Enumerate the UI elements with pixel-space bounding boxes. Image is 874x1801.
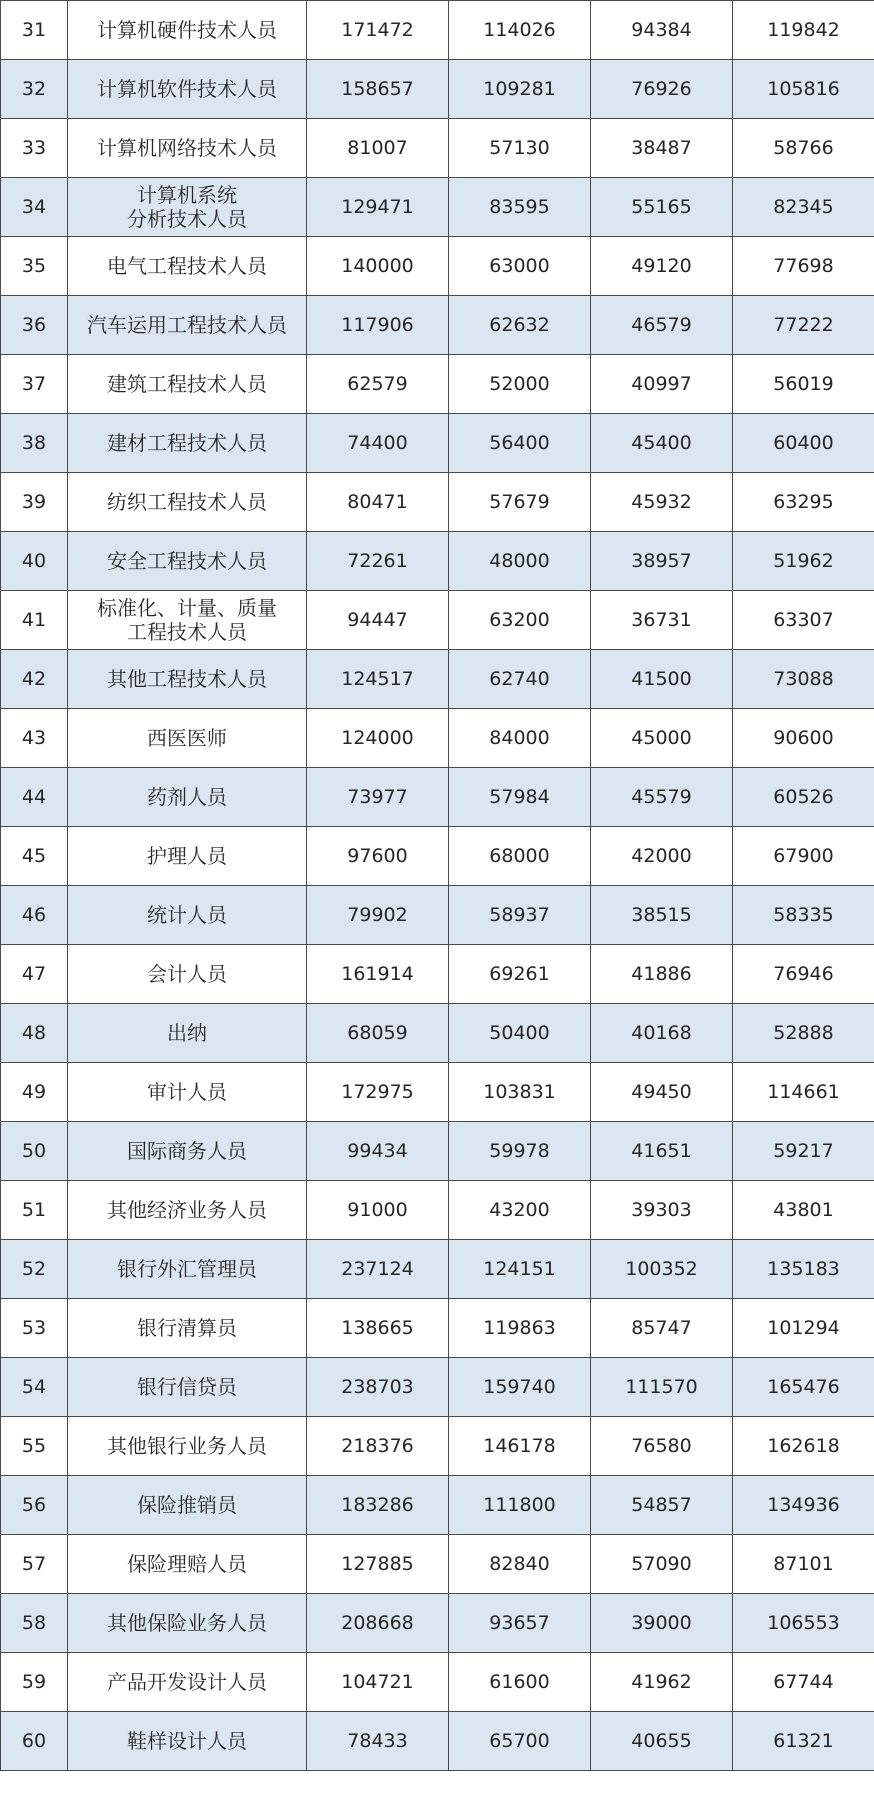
table-row [1, 886, 874, 945]
value-cell-3: 45579 [591, 768, 733, 827]
row-number-cell: 37 [1, 355, 68, 414]
occupation-name-cell: 银行清算员 [68, 1299, 307, 1358]
value-cell-4: 82345 [733, 178, 874, 237]
value-cell-3: 41962 [591, 1653, 733, 1712]
table-row [1, 709, 874, 768]
value-cell-1: 97600 [307, 827, 449, 886]
value-cell-3: 40168 [591, 1004, 733, 1063]
row-number-cell: 52 [1, 1240, 68, 1299]
value-cell-1: 140000 [307, 237, 449, 296]
occupation-name-cell: 产品开发设计人员 [68, 1653, 307, 1712]
value-cell-1: 127885 [307, 1535, 449, 1594]
table-row [1, 1653, 874, 1712]
value-cell-3: 36731 [591, 591, 733, 650]
table-row [1, 355, 874, 414]
row-number-cell: 48 [1, 1004, 68, 1063]
row-number-cell: 56 [1, 1476, 68, 1535]
table-row [1, 827, 874, 886]
value-cell-1: 171472 [307, 1, 449, 60]
row-number-cell: 41 [1, 591, 68, 650]
value-cell-1: 124000 [307, 709, 449, 768]
value-cell-2: 58937 [449, 886, 591, 945]
value-cell-3: 94384 [591, 1, 733, 60]
value-cell-1: 138665 [307, 1299, 449, 1358]
value-cell-4: 101294 [733, 1299, 874, 1358]
value-cell-3: 40997 [591, 355, 733, 414]
table-row [1, 945, 874, 1004]
value-cell-3: 46579 [591, 296, 733, 355]
occupation-name-cell: 保险理赔人员 [68, 1535, 307, 1594]
occupation-name-cell: 出纳 [68, 1004, 307, 1063]
value-cell-2: 69261 [449, 945, 591, 1004]
value-cell-1: 158657 [307, 60, 449, 119]
value-cell-2: 43200 [449, 1181, 591, 1240]
row-number-cell: 53 [1, 1299, 68, 1358]
occupation-name-cell: 统计人员 [68, 886, 307, 945]
value-cell-4: 58335 [733, 886, 874, 945]
value-cell-2: 62632 [449, 296, 591, 355]
table-row [1, 473, 874, 532]
value-cell-1: 74400 [307, 414, 449, 473]
value-cell-4: 87101 [733, 1535, 874, 1594]
value-cell-3: 85747 [591, 1299, 733, 1358]
value-cell-1: 72261 [307, 532, 449, 591]
table-row [1, 591, 874, 650]
value-cell-1: 80471 [307, 473, 449, 532]
row-number-cell: 47 [1, 945, 68, 1004]
row-number-cell: 38 [1, 414, 68, 473]
row-number-cell: 44 [1, 768, 68, 827]
value-cell-4: 134936 [733, 1476, 874, 1535]
table-row [1, 1476, 874, 1535]
table-row [1, 1122, 874, 1181]
table-row [1, 1594, 874, 1653]
occupation-name-cell: 西医医师 [68, 709, 307, 768]
value-cell-1: 208668 [307, 1594, 449, 1653]
row-number-cell: 39 [1, 473, 68, 532]
value-cell-1: 68059 [307, 1004, 449, 1063]
occupation-name-cell: 鞋样设计人员 [68, 1712, 307, 1771]
value-cell-3: 54857 [591, 1476, 733, 1535]
value-cell-4: 63295 [733, 473, 874, 532]
row-number-cell: 43 [1, 709, 68, 768]
table-row [1, 532, 874, 591]
value-cell-3: 40655 [591, 1712, 733, 1771]
table-row [1, 414, 874, 473]
value-cell-1: 172975 [307, 1063, 449, 1122]
value-cell-2: 103831 [449, 1063, 591, 1122]
value-cell-3: 45400 [591, 414, 733, 473]
value-cell-3: 42000 [591, 827, 733, 886]
table-row [1, 768, 874, 827]
value-cell-1: 79902 [307, 886, 449, 945]
value-cell-4: 63307 [733, 591, 874, 650]
value-cell-3: 76580 [591, 1417, 733, 1476]
table-row [1, 1535, 874, 1594]
occupation-name-cell: 国际商务人员 [68, 1122, 307, 1181]
table-row [1, 1181, 874, 1240]
value-cell-3: 38957 [591, 532, 733, 591]
value-cell-4: 59217 [733, 1122, 874, 1181]
row-number-cell: 57 [1, 1535, 68, 1594]
row-number-cell: 33 [1, 119, 68, 178]
row-number-cell: 46 [1, 886, 68, 945]
value-cell-3: 41651 [591, 1122, 733, 1181]
table-row [1, 178, 874, 237]
value-cell-1: 129471 [307, 178, 449, 237]
occupation-name-cell: 护理人员 [68, 827, 307, 886]
value-cell-4: 77222 [733, 296, 874, 355]
value-cell-3: 111570 [591, 1358, 733, 1417]
table-row [1, 119, 874, 178]
row-number-cell: 42 [1, 650, 68, 709]
value-cell-4: 56019 [733, 355, 874, 414]
occupation-name-cell: 建材工程技术人员 [68, 414, 307, 473]
occupation-name-cell: 银行信贷员 [68, 1358, 307, 1417]
value-cell-3: 41886 [591, 945, 733, 1004]
value-cell-4: 77698 [733, 237, 874, 296]
value-cell-2: 93657 [449, 1594, 591, 1653]
value-cell-3: 41500 [591, 650, 733, 709]
occupation-name-cell: 药剂人员 [68, 768, 307, 827]
occupation-name-cell: 其他银行业务人员 [68, 1417, 307, 1476]
value-cell-4: 165476 [733, 1358, 874, 1417]
value-cell-4: 114661 [733, 1063, 874, 1122]
value-cell-3: 49120 [591, 237, 733, 296]
value-cell-1: 94447 [307, 591, 449, 650]
value-cell-2: 57679 [449, 473, 591, 532]
table-row [1, 1358, 874, 1417]
table-row [1, 1417, 874, 1476]
table-row [1, 1240, 874, 1299]
table-row [1, 237, 874, 296]
row-number-cell: 55 [1, 1417, 68, 1476]
row-number-cell: 59 [1, 1653, 68, 1712]
value-cell-2: 159740 [449, 1358, 591, 1417]
value-cell-1: 237124 [307, 1240, 449, 1299]
value-cell-3: 100352 [591, 1240, 733, 1299]
row-number-cell: 45 [1, 827, 68, 886]
value-cell-1: 218376 [307, 1417, 449, 1476]
row-number-cell: 40 [1, 532, 68, 591]
row-number-cell: 31 [1, 1, 68, 60]
value-cell-4: 67900 [733, 827, 874, 886]
value-cell-1: 78433 [307, 1712, 449, 1771]
value-cell-1: 117906 [307, 296, 449, 355]
row-number-cell: 35 [1, 237, 68, 296]
table-row [1, 1004, 874, 1063]
value-cell-1: 91000 [307, 1181, 449, 1240]
occupation-name-cell: 银行外汇管理员 [68, 1240, 307, 1299]
occupation-name-cell: 汽车运用工程技术人员 [68, 296, 307, 355]
table-row [1, 1, 874, 60]
value-cell-2: 59978 [449, 1122, 591, 1181]
table-row [1, 1299, 874, 1358]
value-cell-2: 52000 [449, 355, 591, 414]
value-cell-2: 146178 [449, 1417, 591, 1476]
value-cell-4: 76946 [733, 945, 874, 1004]
occupation-name-cell: 计算机系统 分析技术人员 [68, 178, 307, 237]
row-number-cell: 60 [1, 1712, 68, 1771]
row-number-cell: 34 [1, 178, 68, 237]
value-cell-4: 105816 [733, 60, 874, 119]
row-number-cell: 50 [1, 1122, 68, 1181]
table-row [1, 1063, 874, 1122]
occupation-name-cell: 其他保险业务人员 [68, 1594, 307, 1653]
value-cell-4: 51962 [733, 532, 874, 591]
row-number-cell: 49 [1, 1063, 68, 1122]
value-cell-2: 119863 [449, 1299, 591, 1358]
value-cell-4: 60526 [733, 768, 874, 827]
value-cell-2: 124151 [449, 1240, 591, 1299]
value-cell-4: 61321 [733, 1712, 874, 1771]
row-number-cell: 58 [1, 1594, 68, 1653]
value-cell-2: 82840 [449, 1535, 591, 1594]
value-cell-2: 50400 [449, 1004, 591, 1063]
occupation-name-cell: 标准化、计量、质量 工程技术人员 [68, 591, 307, 650]
occupation-name-cell: 保险推销员 [68, 1476, 307, 1535]
value-cell-2: 57984 [449, 768, 591, 827]
row-number-cell: 51 [1, 1181, 68, 1240]
occupation-name-cell: 计算机软件技术人员 [68, 60, 307, 119]
value-cell-3: 45932 [591, 473, 733, 532]
value-cell-1: 73977 [307, 768, 449, 827]
value-cell-1: 161914 [307, 945, 449, 1004]
value-cell-4: 119842 [733, 1, 874, 60]
value-cell-2: 111800 [449, 1476, 591, 1535]
value-cell-3: 38487 [591, 119, 733, 178]
value-cell-4: 67744 [733, 1653, 874, 1712]
table-body [1, 1, 874, 1771]
value-cell-1: 124517 [307, 650, 449, 709]
row-number-cell: 54 [1, 1358, 68, 1417]
occupation-name-cell: 审计人员 [68, 1063, 307, 1122]
row-number-cell: 32 [1, 60, 68, 119]
value-cell-3: 76926 [591, 60, 733, 119]
table-row [1, 60, 874, 119]
value-cell-3: 39000 [591, 1594, 733, 1653]
value-cell-2: 63000 [449, 237, 591, 296]
value-cell-2: 48000 [449, 532, 591, 591]
value-cell-4: 52888 [733, 1004, 874, 1063]
value-cell-3: 45000 [591, 709, 733, 768]
value-cell-4: 135183 [733, 1240, 874, 1299]
value-cell-2: 65700 [449, 1712, 591, 1771]
occupation-name-cell: 会计人员 [68, 945, 307, 1004]
table-row [1, 650, 874, 709]
occupation-name-cell: 纺织工程技术人员 [68, 473, 307, 532]
value-cell-1: 104721 [307, 1653, 449, 1712]
value-cell-2: 84000 [449, 709, 591, 768]
occupation-name-cell: 安全工程技术人员 [68, 532, 307, 591]
value-cell-4: 73088 [733, 650, 874, 709]
value-cell-1: 99434 [307, 1122, 449, 1181]
value-cell-2: 114026 [449, 1, 591, 60]
value-cell-4: 106553 [733, 1594, 874, 1653]
value-cell-3: 38515 [591, 886, 733, 945]
value-cell-3: 39303 [591, 1181, 733, 1240]
occupation-name-cell: 计算机硬件技术人员 [68, 1, 307, 60]
value-cell-1: 62579 [307, 355, 449, 414]
occupation-name-cell: 其他工程技术人员 [68, 650, 307, 709]
value-cell-4: 43801 [733, 1181, 874, 1240]
value-cell-4: 162618 [733, 1417, 874, 1476]
value-cell-4: 58766 [733, 119, 874, 178]
value-cell-1: 183286 [307, 1476, 449, 1535]
table-row [1, 1712, 874, 1771]
row-number-cell: 36 [1, 296, 68, 355]
value-cell-1: 238703 [307, 1358, 449, 1417]
value-cell-2: 57130 [449, 119, 591, 178]
table-row [1, 296, 874, 355]
value-cell-1: 81007 [307, 119, 449, 178]
value-cell-2: 109281 [449, 60, 591, 119]
value-cell-3: 55165 [591, 178, 733, 237]
value-cell-4: 60400 [733, 414, 874, 473]
value-cell-2: 83595 [449, 178, 591, 237]
value-cell-2: 61600 [449, 1653, 591, 1712]
value-cell-3: 57090 [591, 1535, 733, 1594]
value-cell-2: 63200 [449, 591, 591, 650]
value-cell-4: 90600 [733, 709, 874, 768]
occupation-name-cell: 其他经济业务人员 [68, 1181, 307, 1240]
value-cell-3: 49450 [591, 1063, 733, 1122]
occupation-name-cell: 建筑工程技术人员 [68, 355, 307, 414]
occupation-name-cell: 电气工程技术人员 [68, 237, 307, 296]
value-cell-2: 56400 [449, 414, 591, 473]
value-cell-2: 62740 [449, 650, 591, 709]
occupation-name-cell: 计算机网络技术人员 [68, 119, 307, 178]
value-cell-2: 68000 [449, 827, 591, 886]
